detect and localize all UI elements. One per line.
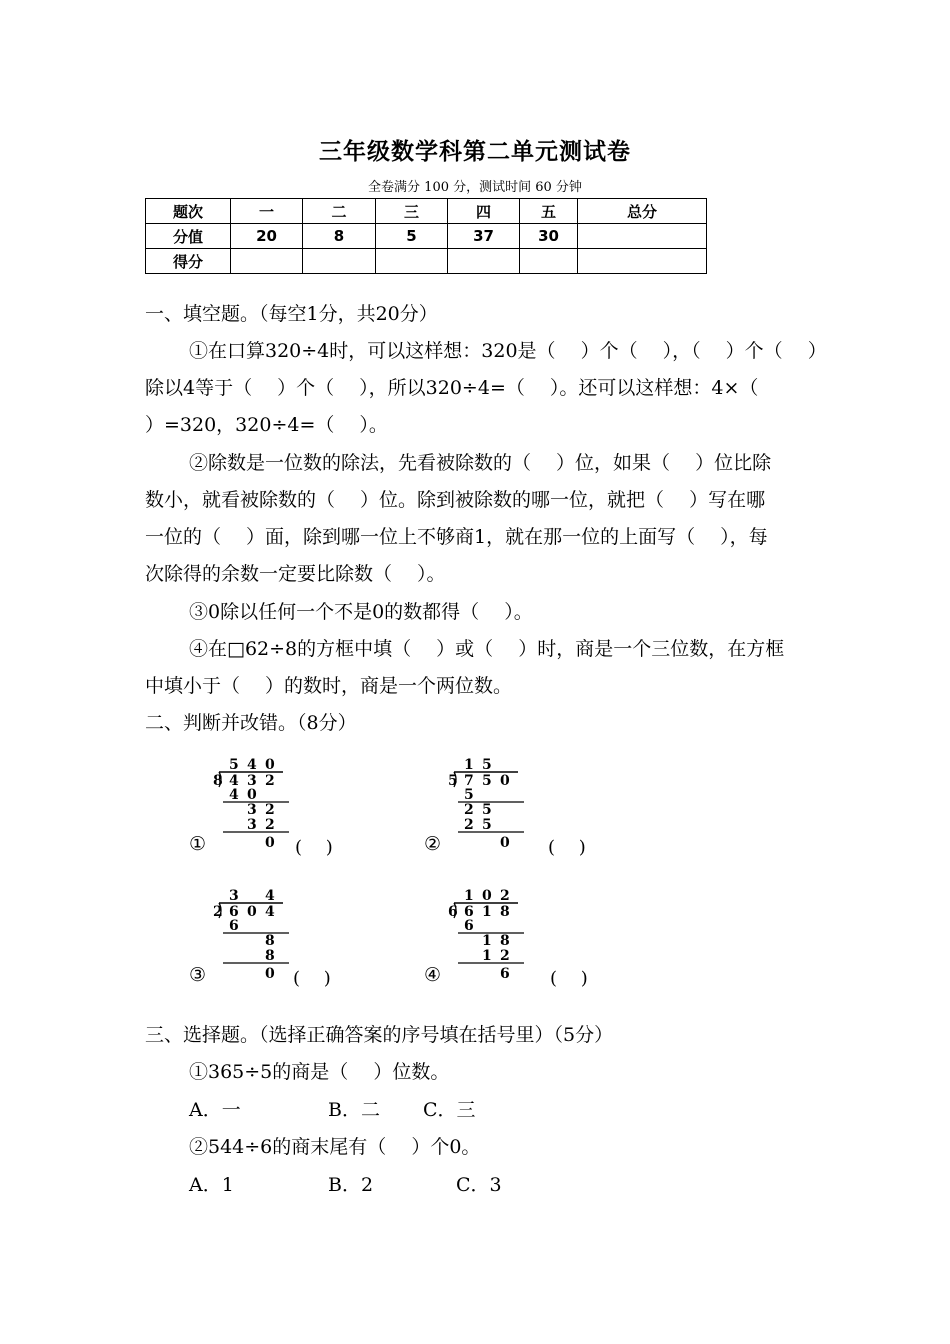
score-empty-cell[interactable] <box>231 249 303 274</box>
choice-question: ②544÷6的商末尾有（ ）个0。 <box>189 1136 481 1158</box>
fill-line: 数小，就看被除数的（ ）位。除到被除数的哪一位，就把（ ）写在哪 <box>145 489 766 511</box>
division-problem-1 <box>189 755 389 858</box>
choice-option-c[interactable]: C．3 <box>456 1174 502 1196</box>
score-header-cell: 四 <box>448 199 520 224</box>
quotient-digit: 1 <box>464 888 474 904</box>
dividend-digit: 4 <box>265 904 275 920</box>
divisor-digit: 8 <box>213 773 223 789</box>
score-row-label: 分值 <box>146 224 231 249</box>
choice-option-b[interactable]: B．2 <box>328 1174 374 1196</box>
step-digit: 8 <box>500 933 510 949</box>
score-value-cell: 8 <box>303 224 376 249</box>
division-problem-4 <box>424 886 624 989</box>
dividend-digit: 1 <box>482 904 492 920</box>
score-header-cell: 总分 <box>578 199 707 224</box>
score-header-cell: 三 <box>376 199 448 224</box>
step-digit: 2 <box>500 948 510 964</box>
quotient-digit: 0 <box>265 757 275 773</box>
step-digit: 0 <box>247 787 257 803</box>
divisor-digit: 6 <box>448 904 458 920</box>
problem-number: ④ <box>424 964 442 986</box>
quotient-digit: 5 <box>482 757 492 773</box>
step-digit: 2 <box>265 802 275 818</box>
score-empty-cell[interactable] <box>520 249 578 274</box>
remainder-digit: 0 <box>265 966 275 982</box>
quotient-digit: 4 <box>247 757 257 773</box>
fill-line: 次除得的余数一定要比除数（ ）。 <box>145 563 446 585</box>
step-digit: 8 <box>265 933 275 949</box>
step-digit: 8 <box>265 948 275 964</box>
choice-option-a[interactable]: A．一 <box>189 1099 241 1121</box>
quotient-digit: 1 <box>464 757 474 773</box>
fill-line: ）=320，320÷4=（ ）。 <box>145 414 388 436</box>
fill-line: ③0除以任何一个不是0的数都得（ ）。 <box>189 601 533 623</box>
step-digit: 2 <box>265 817 275 833</box>
remainder-digit: 0 <box>500 835 510 851</box>
score-table-header-row <box>146 199 707 224</box>
score-table-values-row <box>146 224 707 249</box>
quotient-digit: 2 <box>500 888 510 904</box>
dividend-digit: 4 <box>229 773 239 789</box>
step-digit: 6 <box>229 918 239 934</box>
fill-line: 一位的（ ）面，除到哪一位上不够商1，就在那一位的上面写（ ），每 <box>145 526 768 548</box>
score-header-cell: 题次 <box>146 199 231 224</box>
problem-number: ③ <box>189 964 207 986</box>
fill-line: ②除数是一位数的除法，先看被除数的（ ）位，如果（ ）位比除 <box>189 452 772 474</box>
fill-line: 中填小于（ ）的数时，商是一个两位数。 <box>145 675 513 697</box>
division-problem-2 <box>424 755 624 858</box>
score-header-cell: 二 <box>303 199 376 224</box>
score-value-cell: 30 <box>520 224 578 249</box>
score-table-score-row <box>146 249 707 274</box>
step-digit: 2 <box>464 802 474 818</box>
score-empty-cell[interactable] <box>303 249 376 274</box>
division-problem-3 <box>189 886 389 989</box>
score-value-cell <box>578 224 707 249</box>
quotient-digit: 4 <box>265 888 275 904</box>
answer-parentheses[interactable]: ( ) <box>293 968 331 989</box>
dividend-digit: 6 <box>229 904 239 920</box>
quotient-digit: 5 <box>229 757 239 773</box>
answer-parentheses[interactable]: ( ) <box>550 968 588 989</box>
quotient-digit: 0 <box>482 888 492 904</box>
score-header-cell: 一 <box>231 199 303 224</box>
choice-option-b[interactable]: B．二 <box>328 1099 380 1121</box>
choice-question: ①365÷5的商是（ ）位数。 <box>189 1061 450 1083</box>
dividend-digit: 5 <box>482 773 492 789</box>
dividend-digit: 7 <box>464 773 474 789</box>
dividend-digit: 3 <box>247 773 257 789</box>
score-value-cell: 37 <box>448 224 520 249</box>
answer-parentheses[interactable]: ( ) <box>295 837 333 858</box>
score-empty-cell[interactable] <box>376 249 448 274</box>
choice-option-a[interactable]: A．1 <box>189 1174 234 1196</box>
step-digit: 1 <box>482 948 492 964</box>
step-digit: 3 <box>247 802 257 818</box>
step-digit: 2 <box>464 817 474 833</box>
problem-number: ① <box>189 833 207 855</box>
dividend-digit: 0 <box>500 773 510 789</box>
fill-line: ①在口算320÷4时，可以这样想：320是（ ）个（ ），（ ）个（ ） <box>189 340 827 362</box>
fill-line: 除以4等于（ ）个（ ），所以320÷4=（ ）。还可以这样想：4×（ <box>145 377 759 399</box>
section1-heading: 一、填空题。（每空1分，共20分） <box>145 303 438 325</box>
score-value-cell: 20 <box>231 224 303 249</box>
dividend-digit: 8 <box>500 904 510 920</box>
score-empty-cell[interactable] <box>448 249 520 274</box>
section2-heading: 二、判断并改错。（8分） <box>145 712 357 734</box>
step-digit: 3 <box>247 817 257 833</box>
dividend-digit: 2 <box>265 773 275 789</box>
problem-number: ② <box>424 833 442 855</box>
step-digit: 5 <box>482 817 492 833</box>
fill-line: ④在□62÷8的方框中填（ ）或（ ）时，商是一个三位数，在方框 <box>189 638 785 660</box>
section3-heading: 三、选择题。（选择正确答案的序号填在括号里）（5分） <box>145 1024 614 1046</box>
score-empty-cell[interactable] <box>578 249 707 274</box>
divisor-digit: 2 <box>213 904 223 920</box>
step-digit: 5 <box>464 787 474 803</box>
page-title: 三年级数学科第二单元测试卷 <box>319 138 631 165</box>
score-row-label: 得分 <box>146 249 231 274</box>
page-subtitle: 全卷满分 100 分，测试时间 60 分钟 <box>368 180 582 195</box>
divisor-digit: 5 <box>448 773 458 789</box>
score-value-cell: 5 <box>376 224 448 249</box>
remainder-digit: 0 <box>265 835 275 851</box>
step-digit: 5 <box>482 802 492 818</box>
step-digit: 4 <box>229 787 239 803</box>
choice-option-c[interactable]: C．三 <box>423 1099 476 1121</box>
remainder-digit: 6 <box>500 966 510 982</box>
dividend-digit: 0 <box>247 904 257 920</box>
answer-parentheses[interactable]: ( ) <box>548 837 586 858</box>
quotient-digit: 3 <box>229 888 239 904</box>
score-table <box>145 198 707 274</box>
step-digit: 6 <box>464 918 474 934</box>
step-digit: 1 <box>482 933 492 949</box>
dividend-digit: 6 <box>464 904 474 920</box>
score-header-cell: 五 <box>520 199 578 224</box>
